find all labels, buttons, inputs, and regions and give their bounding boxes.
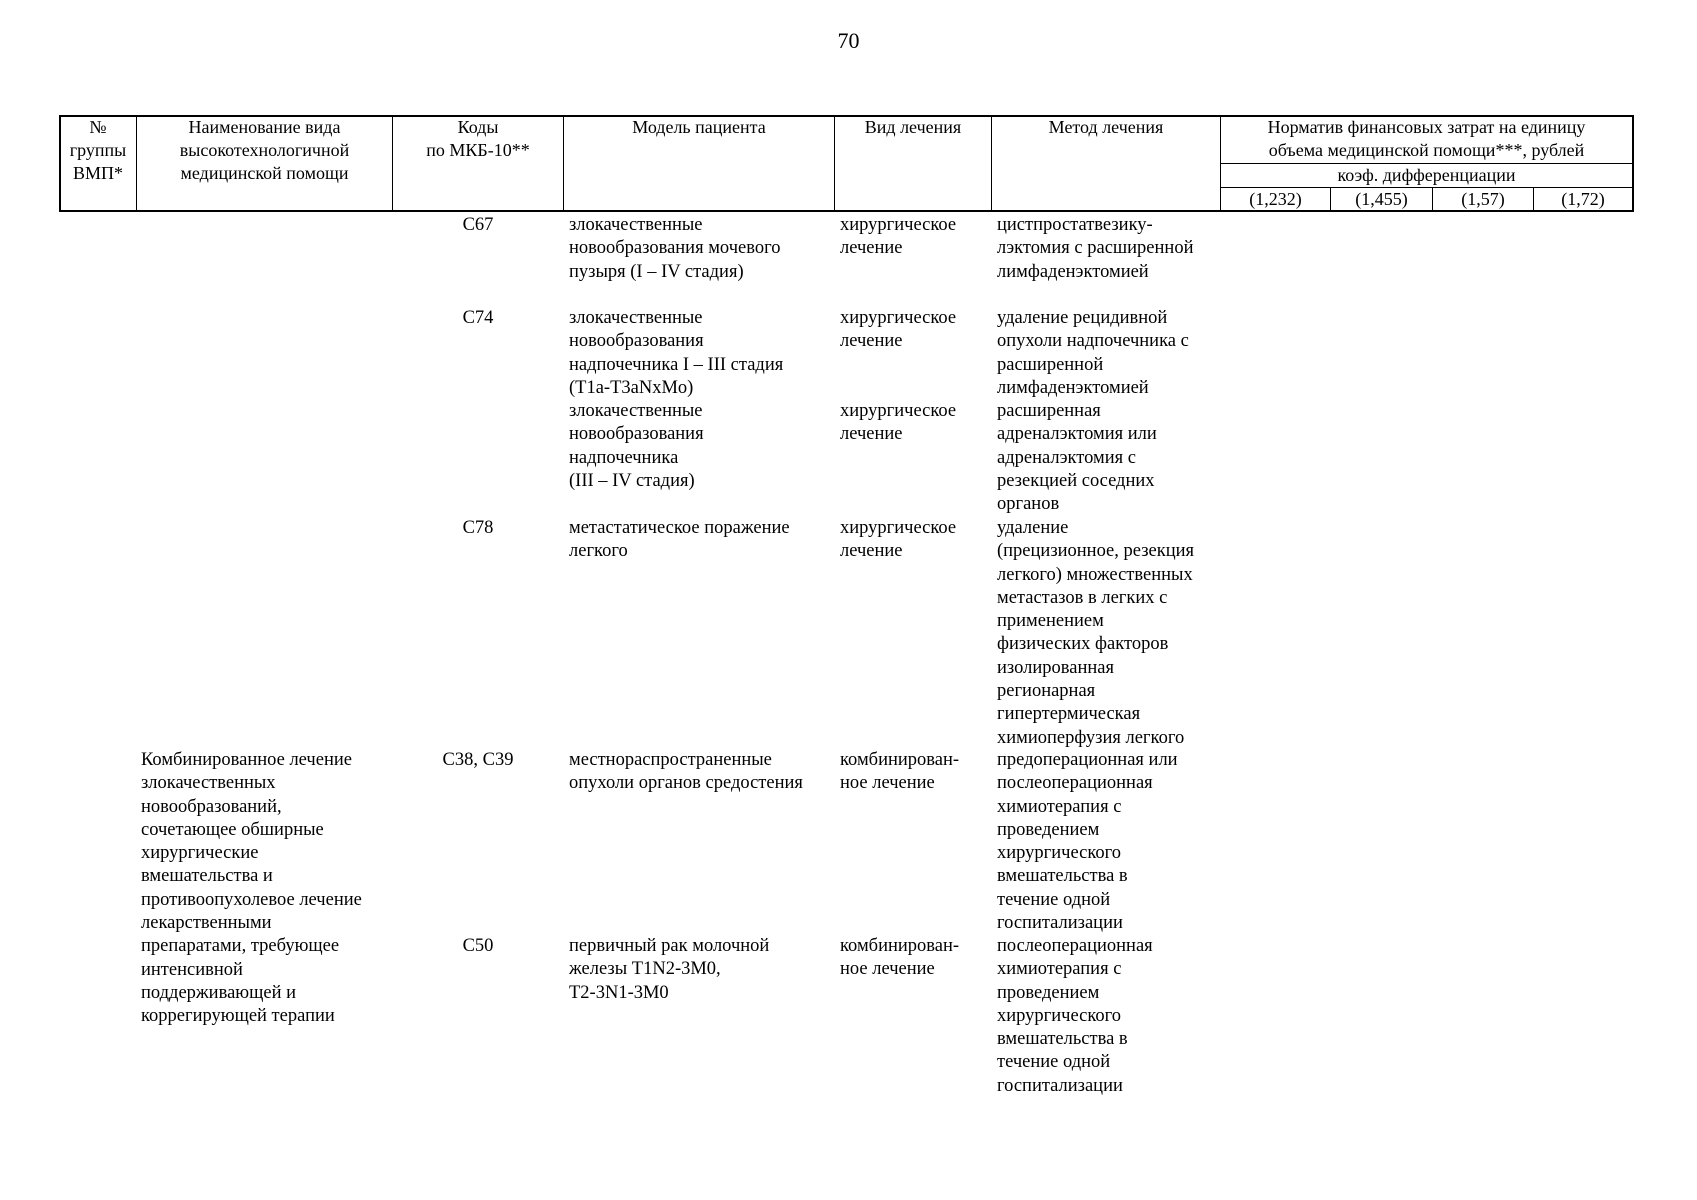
header-coef: коэф. дифференциации (1337, 165, 1516, 185)
row-treatment-type: хирургическое лечение (840, 518, 957, 562)
header-codes: Коды по МКБ-10** (426, 117, 530, 160)
row-treatment-method: послеоперационная химиотерапия с проведением хирургического вмешательства в течение одной госпитализации (997, 936, 1153, 1096)
row-treatment-type: хирургическое лечение (840, 308, 957, 352)
row-treatment-type: комбинирован- ное лечение (840, 936, 960, 980)
header-norm: Норматив финансовых затрат на единицу объема медицинской помощи***, рублей (1267, 117, 1586, 160)
header-name: Наименование вида высокотехнологичной медицинской помощи (179, 117, 350, 183)
row-treatment-type: комбинирован- ное лечение (840, 750, 960, 794)
header-patient-model: Модель пациента (632, 117, 766, 137)
row-treatment-method: расширенная адреналэктомия или адреналэктомия с резекцией соседних органов (997, 401, 1157, 515)
row-patient-model: злокачественные новообразования надпочечника (III – IV стадия) (569, 401, 704, 491)
row-code: C78 (462, 518, 494, 538)
table-header (59, 115, 1634, 211)
row-patient-model: метастатическое поражение легкого (569, 518, 790, 562)
coef-value: (1,57) (1461, 189, 1505, 209)
row-code: C67 (462, 215, 494, 235)
row-code: C50 (462, 936, 494, 956)
row-patient-model: злокачественные новообразования надпочечника I – III стадия (T1a-T3aNxMo) (569, 308, 784, 398)
header-group-no: № группы ВМП* (69, 117, 127, 183)
row-treatment-type: хирургическое лечение (840, 215, 957, 259)
row-patient-model: злокачественные новообразования мочевого пузыря (I – IV стадия) (569, 215, 781, 282)
row-treatment-method: удаление (прецизионное, резекция легкого) множественных метастазов в легких с применением физических факторов изолированная регионарная гипертермическая химиоперфузия легкого (997, 518, 1195, 748)
row-patient-model: местнораспространенные опухоли органов средостения (569, 750, 803, 794)
coef-value: (1,455) (1355, 189, 1408, 209)
row-treatment-method: цистпростатвезику- лэктомия с расширенной лимфаденэктомией (997, 215, 1194, 282)
row-code: C74 (462, 308, 494, 328)
row-patient-model: первичный рак молочной железы T1N2-3M0, T2-3N1-3M0 (569, 936, 770, 1003)
header-treatment-type: Вид лечения (864, 117, 962, 137)
row-treatment-method: удаление рецидивной опухоли надпочечника с расширенной лимфаденэктомией (997, 308, 1189, 398)
row-code: C38, C39 (442, 750, 514, 770)
page-number: 70 (837, 28, 860, 53)
row-treatment-method: предоперационная или послеоперационная химиотерапия с проведением хирургического вмешательства в течение одной госпитализации (997, 750, 1178, 934)
header-treatment-method: Метод лечения (1048, 117, 1164, 137)
coef-value: (1,72) (1561, 189, 1605, 209)
row-treatment-type: хирургическое лечение (840, 401, 957, 445)
group-name: Комбинированное лечение злокачественных новообразований, сочетающее обширные хирургические вмешательства и противоопухолевое лечение лекарственными препаратами, требующее интенсивной поддерживающей и коррегирующей терапии (141, 750, 362, 1027)
coef-value: (1,232) (1249, 189, 1302, 209)
